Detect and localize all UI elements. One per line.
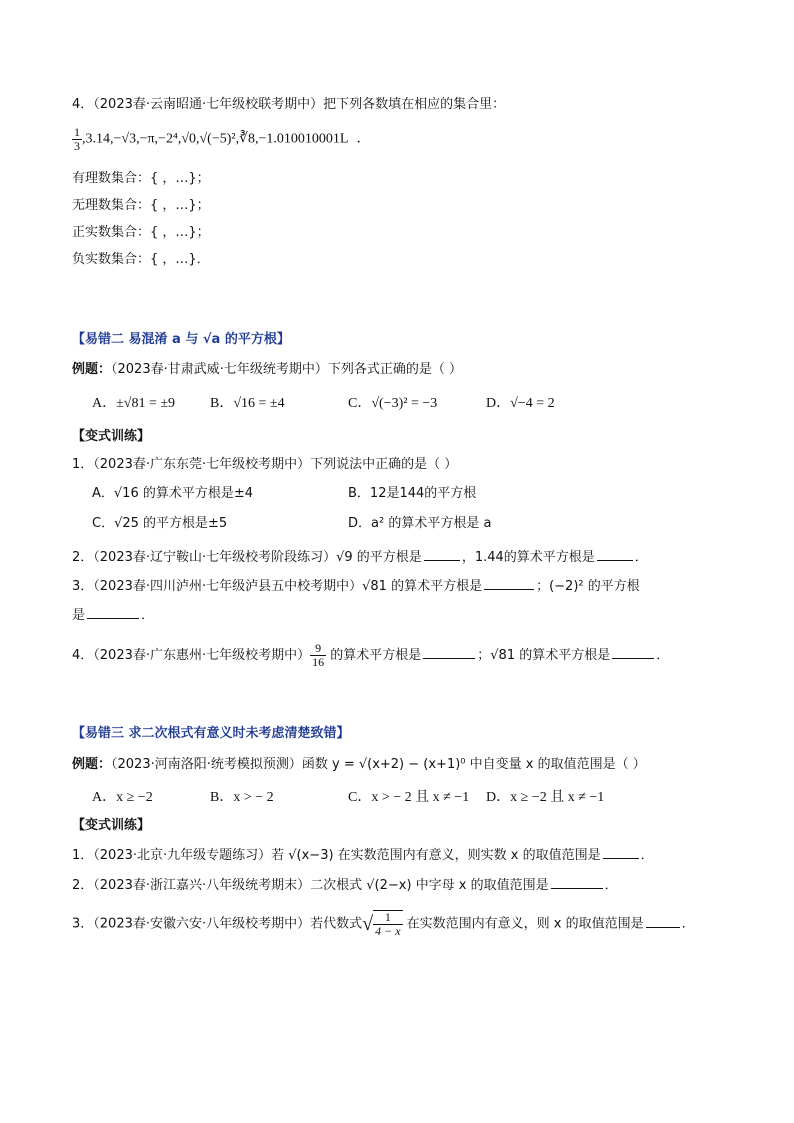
answer-blank[interactable] xyxy=(551,876,603,889)
s2-q4-part-a: 4．（2023春·广东惠州·七年级校考期中） xyxy=(72,648,311,663)
answer-blank[interactable] xyxy=(646,915,680,928)
positive-real-set: 正实数集合：{ ，…}； xyxy=(72,225,210,240)
s2-ex-option-a: A．±√81 = ±9 xyxy=(92,396,176,411)
fraction-nine-sixteenths: $\frac{9}{16}$ xyxy=(312,641,325,669)
irrational-set: 无理数集合：{ ，…}； xyxy=(72,198,210,213)
s2-ex-option-c: C．√(−3)² = −3 xyxy=(348,396,438,411)
s2-example-text: （2023春·甘肃武威·七年级统考期中）下列各式正确的是（ ） xyxy=(111,362,462,377)
q4-stem: 4．（2023春·云南昭通·七年级校联考期中）把下列各数填在相应的集合里： xyxy=(72,97,506,112)
answer-blank[interactable] xyxy=(424,548,460,561)
s3-example-text: （2023·河南洛阳·统考模拟预测）函数 y = √(x+2) − (x+1)⁰ 中自变量 x 的取值范围是（ ） xyxy=(111,757,646,772)
s3-training-heading: 【变式训练】 xyxy=(72,818,151,833)
s2-q1-option-b: B．12是144的平方根 xyxy=(348,486,477,501)
s2-q3-cont xyxy=(72,606,154,625)
s2-example xyxy=(72,361,462,379)
example-label: 例题： xyxy=(72,757,112,772)
s2-q3-period: ． xyxy=(141,608,155,623)
s3-q3-part-b: 在实数范围内有意义，则 x 的取值范围是 xyxy=(402,916,644,932)
s3-q3-period: ． xyxy=(681,916,695,932)
s3-ex-option-d: D．x ≥ −2 且 x ≠ −1 xyxy=(486,790,605,805)
example-label: 例题： xyxy=(72,362,112,377)
s3-ex-option-c: C．x > − 2 且 x ≠ −1 xyxy=(348,790,470,805)
answer-blank[interactable] xyxy=(484,577,534,590)
section-heading-2: 【易错二 易混淆 a 与 √a 的平方根】 xyxy=(72,332,290,347)
s2-q1-option-c: C．√25 的平方根是±5 xyxy=(92,516,228,531)
rational-set: 有理数集合：{ ，…}； xyxy=(72,171,210,186)
answer-blank[interactable] xyxy=(597,548,633,561)
s2-q3 xyxy=(72,577,640,596)
q4-number-list xyxy=(72,126,370,153)
s2-q3-part-a: 3．（2023春·四川泸州·七年级泸县五中校考期中）√81 的算术平方根是 xyxy=(72,579,483,594)
s3-q1-part-a: 1．（2023·北京·九年级专题练习）若 √(x−3) 在实数范围内有意义，则实数 x 的取值范围是 xyxy=(72,848,601,863)
negative-real-set: 负实数集合：{ ，…}． xyxy=(72,252,210,267)
s2-q2-part-a: 2．（2023春·辽宁鞍山·七年级校考阶段练习）√9 的平方根是 xyxy=(72,550,422,565)
s3-example xyxy=(72,756,646,774)
s3-q2 xyxy=(72,876,618,895)
s3-q1 xyxy=(72,846,654,865)
answer-blank[interactable] xyxy=(87,606,139,619)
s2-training-heading: 【变式训练】 xyxy=(72,429,151,444)
q4-period: ． xyxy=(356,131,371,147)
s3-q1-period: ． xyxy=(640,848,654,863)
fraction-one-third: $\frac{1}{3}$ xyxy=(74,125,80,153)
s2-q2-period: ． xyxy=(634,550,648,565)
s3-q3-part-a: 3．（2023春·安徽六安·八年级校考期中）若代数式 xyxy=(72,916,363,932)
s2-q3-part-b: ；(−2)² 的平方根 xyxy=(536,579,640,594)
s2-q4-part-c: ；√81 的算术平方根是 xyxy=(477,648,611,663)
s3-ex-option-a: A．x ≥ −2 xyxy=(92,790,153,805)
s2-ex-option-b: B．√16 = ±4 xyxy=(210,396,285,411)
fraction-one-over-four-minus-x: $\frac{1}{4 - x}$ xyxy=(375,910,401,938)
s2-ex-option-d: D．√−4 = 2 xyxy=(486,396,555,411)
answer-blank[interactable] xyxy=(603,846,639,859)
radical-sign: √ xyxy=(362,913,374,935)
s2-q4 xyxy=(72,642,669,669)
s3-q2-period: ． xyxy=(604,878,618,893)
answer-blank[interactable] xyxy=(423,646,475,659)
s3-q2-part-a: 2．（2023春·浙江嘉兴·八年级统考期末）二次根式 √(2−x) 中字母 x 的取值范围是 xyxy=(72,878,549,893)
s2-q1-option-a: A．√16 的算术平方根是±4 xyxy=(92,486,254,501)
s3-ex-option-b: B．x > − 2 xyxy=(210,790,274,805)
answer-blank[interactable] xyxy=(612,646,654,659)
s3-q3 xyxy=(72,910,695,938)
q4-numbers: ,3.14,−√3,−π,−2⁴,√0,√(−5)²,∛8,−1.010010001L xyxy=(82,131,349,147)
s2-q1: 1．（2023春·广东东莞·七年级校考期中）下列说法中正确的是（ ） xyxy=(72,457,458,472)
section-heading-3: 【易错三 求二次根式有意义时未考虑清楚致错】 xyxy=(72,726,350,741)
s2-q2 xyxy=(72,548,648,567)
s2-q1-option-d: D．a² 的算术平方根是 a xyxy=(348,516,492,531)
s2-q4-period: ． xyxy=(656,648,670,663)
s2-q4-part-b: 的算术平方根是 xyxy=(326,648,422,663)
s2-q3-part-c: 是 xyxy=(72,608,86,623)
s2-q2-part-b: ，1.44的算术平方根是 xyxy=(461,550,595,565)
